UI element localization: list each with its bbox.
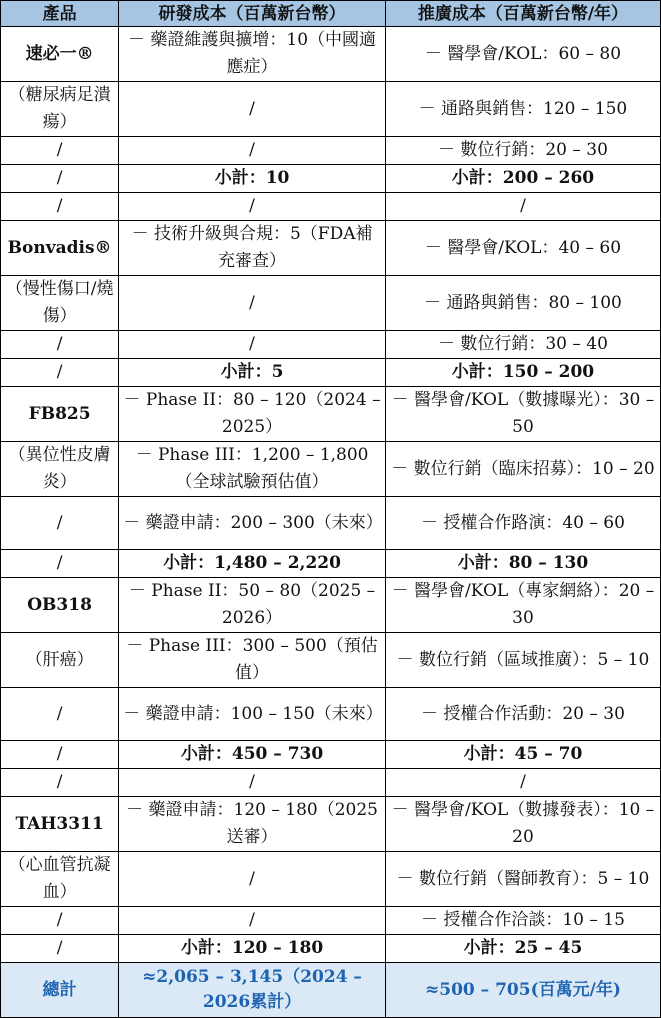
promo-cell: － 授權合作活動：20 – 30 <box>385 688 660 741</box>
promo-cell: － 通路與銷售：80 – 100 <box>385 276 660 331</box>
product-cell: / <box>1 907 119 935</box>
table-row <box>1 907 661 935</box>
rd-cell: － 藥證維護與擴增：10（中國適應症） <box>119 27 386 82</box>
promo-cell: － 數位行銷：20 – 30 <box>385 137 660 165</box>
product-cell: / <box>1 137 119 165</box>
total-label: 總計 <box>1 963 119 1018</box>
product-cell: / <box>1 359 119 387</box>
header-promo-cost: 推廣成本（百萬新台幣/年） <box>385 1 660 27</box>
product-cell: FB825 <box>1 387 119 442</box>
promo-cell: － 通路與銷售：120 – 150 <box>385 82 660 137</box>
table-row <box>1 137 661 165</box>
promo-cell: / <box>385 769 660 797</box>
rd-cell: / <box>119 769 386 797</box>
table-row <box>1 82 661 137</box>
table-row <box>1 578 661 633</box>
promo-cell: / <box>385 193 660 221</box>
product-cell: Bonvadis® <box>1 221 119 276</box>
rd-cell: / <box>119 852 386 907</box>
rd-cell: － 藥證申請：200 – 300（未來） <box>119 497 386 550</box>
table-row <box>1 688 661 741</box>
promo-cell: － 數位行銷（區域推廣）：5 – 10 <box>385 633 660 688</box>
product-cell: （肝癌） <box>1 633 119 688</box>
rd-cell: － Phase III：1,200 – 1,800（全球試驗預估值） <box>119 442 386 497</box>
promo-cell: － 數位行銷（臨床招募）：10 – 20 <box>385 442 660 497</box>
rd-subtotal: 小計：5 <box>119 359 386 387</box>
rd-cell: / <box>119 82 386 137</box>
table-row <box>1 193 661 221</box>
product-cell: / <box>1 769 119 797</box>
promo-subtotal: 小計：150 – 200 <box>385 359 660 387</box>
promo-cell: － 醫學會/KOL（數據發表）：10 – 20 <box>385 797 660 852</box>
product-cell: / <box>1 497 119 550</box>
rd-cell: / <box>119 193 386 221</box>
rd-cell: － 技術升級與合規：5（FDA補充審查） <box>119 221 386 276</box>
rd-subtotal: 小計：10 <box>119 165 386 193</box>
rd-cell: / <box>119 276 386 331</box>
product-cell: / <box>1 550 119 578</box>
product-cell: 速必一® <box>1 27 119 82</box>
product-cell: / <box>1 193 119 221</box>
table-row <box>1 359 661 387</box>
rd-subtotal: 小計：450 – 730 <box>119 741 386 769</box>
header-rd-cost: 研發成本（百萬新台幣） <box>119 1 386 27</box>
promo-subtotal: 小計：45 – 70 <box>385 741 660 769</box>
table-row <box>1 387 661 442</box>
promo-cell: － 醫學會/KOL：40 – 60 <box>385 221 660 276</box>
table-row <box>1 497 661 550</box>
promo-cell: － 授權合作路演：40 – 60 <box>385 497 660 550</box>
promo-cell: － 醫學會/KOL（數據曝光）：30 – 50 <box>385 387 660 442</box>
table-row <box>1 633 661 688</box>
table-row <box>1 769 661 797</box>
rd-cell: － 藥證申請：120 – 180（2025送審） <box>119 797 386 852</box>
table-row <box>1 221 661 276</box>
product-cell: （糖尿病足潰瘍） <box>1 82 119 137</box>
product-cell: / <box>1 331 119 359</box>
product-cell: / <box>1 935 119 963</box>
total-row <box>1 963 661 1018</box>
table-row <box>1 165 661 193</box>
header-row <box>1 1 661 27</box>
table-row <box>1 27 661 82</box>
promo-subtotal: 小計：25 – 45 <box>385 935 660 963</box>
promo-subtotal: 小計：80 – 130 <box>385 550 660 578</box>
promo-cell: － 醫學會/KOL：60 – 80 <box>385 27 660 82</box>
total-rd: ≈2,065 – 3,145（2024 – 2026累計） <box>119 963 386 1018</box>
table-row <box>1 935 661 963</box>
product-cell: （心血管抗凝血） <box>1 852 119 907</box>
total-promo: ≈500 – 705(百萬元/年) <box>385 963 660 1018</box>
product-cell: TAH3311 <box>1 797 119 852</box>
table-row <box>1 741 661 769</box>
table-row <box>1 797 661 852</box>
product-cell: / <box>1 165 119 193</box>
rd-cell: － Phase II：80 – 120（2024 – 2025） <box>119 387 386 442</box>
promo-cell: － 數位行銷（醫師教育）：5 – 10 <box>385 852 660 907</box>
rd-cell: / <box>119 907 386 935</box>
table-row <box>1 331 661 359</box>
rd-cell: － Phase II：50 – 80（2025 – 2026） <box>119 578 386 633</box>
table-row <box>1 276 661 331</box>
promo-cell: － 醫學會/KOL（專家網絡）：20 – 30 <box>385 578 660 633</box>
rd-cell: － Phase III：300 – 500（預估值） <box>119 633 386 688</box>
table-row <box>1 550 661 578</box>
header-product: 產品 <box>1 1 119 27</box>
product-cell: （異位性皮膚炎） <box>1 442 119 497</box>
promo-cell: － 授權合作洽談：10 – 15 <box>385 907 660 935</box>
table-row <box>1 442 661 497</box>
rd-cell: / <box>119 331 386 359</box>
promo-cell: － 數位行銷：30 – 40 <box>385 331 660 359</box>
product-cell: / <box>1 688 119 741</box>
promo-subtotal: 小計：200 – 260 <box>385 165 660 193</box>
rd-cell: － 藥證申請：100 – 150（未來） <box>119 688 386 741</box>
rd-subtotal: 小計：1,480 – 2,220 <box>119 550 386 578</box>
product-cell: OB318 <box>1 578 119 633</box>
product-cell: / <box>1 741 119 769</box>
product-cell: （慢性傷口/燒傷） <box>1 276 119 331</box>
rd-subtotal: 小計：120 – 180 <box>119 935 386 963</box>
rd-cell: / <box>119 137 386 165</box>
table-row <box>1 852 661 907</box>
